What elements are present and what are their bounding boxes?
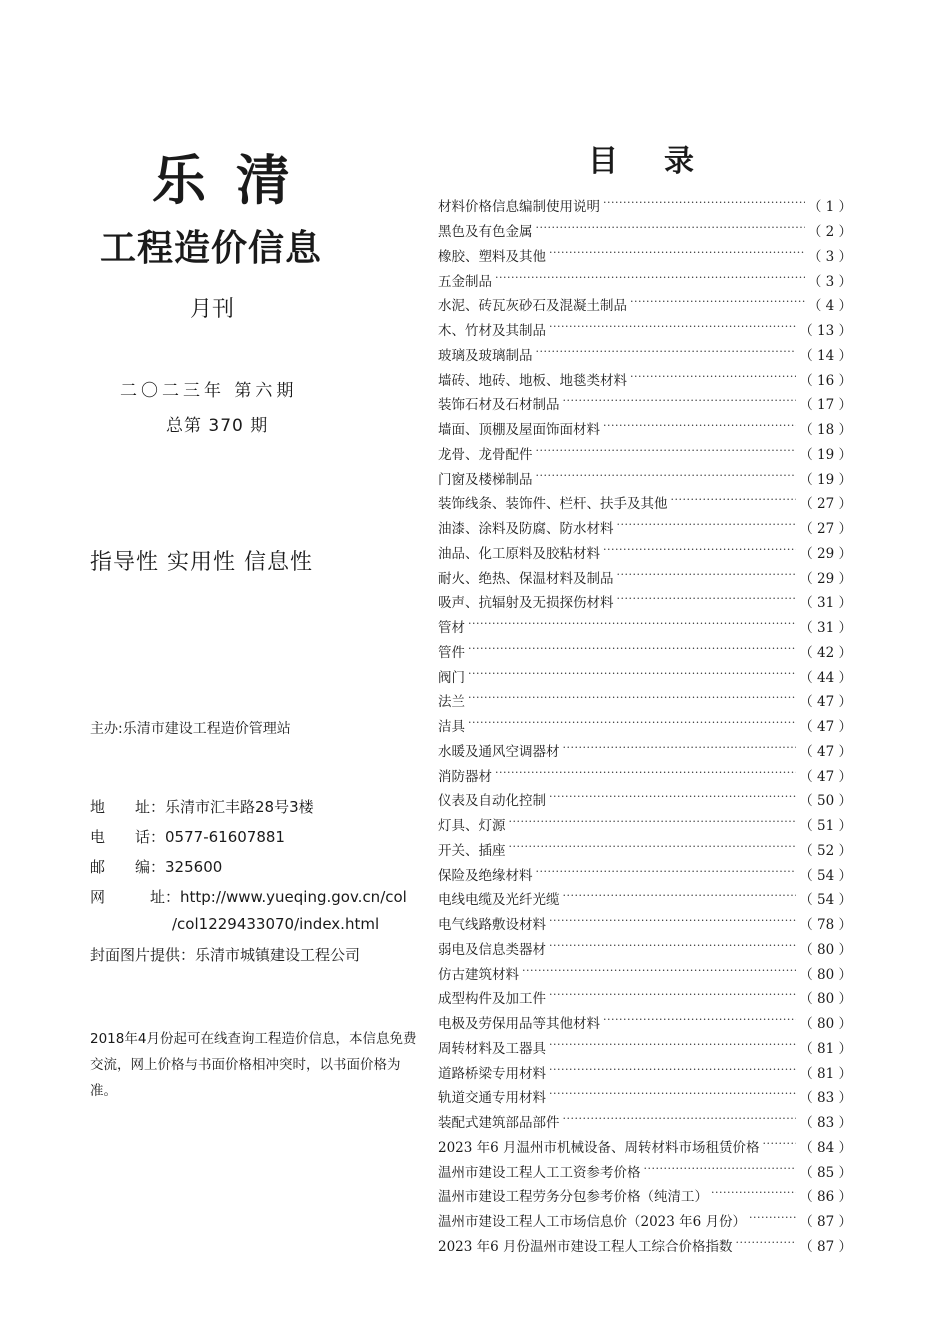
toc-entry[interactable] [438,1059,852,1084]
toc-entry[interactable] [438,886,852,911]
toc-entry[interactable] [438,391,852,416]
postcode-label: 邮 编： [90,858,166,876]
website-line [90,886,407,907]
toc-leader-dots [468,693,796,707]
toc-entry-page: （ 2 ） [807,224,852,241]
toc-entry-page: （ 18 ） [799,422,852,439]
toc-leader-dots [536,471,797,485]
toc-entry[interactable] [438,490,852,515]
toc-entry[interactable] [438,614,852,639]
toc-entry-page: （ 42 ） [799,644,852,661]
toc-entry-page: （ 83 ） [799,1115,852,1132]
toc-entry-page: （ 52 ） [799,842,852,859]
toc-leader-dots [549,941,796,955]
toc-entry[interactable] [438,663,852,688]
toc-entry-label: 管件 [438,644,465,661]
toc-entry[interactable] [438,193,852,218]
toc-entry[interactable] [438,936,852,961]
toc-entry-page: （ 31 ） [799,620,852,637]
phone-value: 0577-61607881 [165,828,285,846]
toc-entry-label: 油漆、涂料及防腐、防水材料 [438,521,614,538]
toc-leader-dots [617,570,797,584]
toc-entry-page: （ 29 ） [799,545,852,562]
postcode-line [90,856,222,877]
toc-leader-dots [549,1089,796,1103]
toc-leader-dots [536,867,797,881]
total-issue-number: 总第 370 期 [166,416,269,436]
toc-entry-page: （ 3 ） [807,248,852,265]
toc-entry-page: （ 27 ） [799,521,852,538]
toc-entry-label: 电线电缆及光纤光缆 [438,892,560,909]
toc-leader-dots [563,1114,797,1128]
toc-entry-label: 温州市建设工程人工工资参考价格 [438,1164,641,1181]
toc-entry[interactable] [438,465,852,490]
toc-entry[interactable] [438,960,852,985]
toc-leader-dots [563,891,797,905]
toc-entry-page: （ 80 ） [799,991,852,1008]
toc-entry[interactable] [438,762,852,787]
toc-entry-label: 玻璃及玻璃制品 [438,347,533,364]
address-value: 乐清市汇丰路28号3楼 [165,798,314,816]
toc-entry-label: 橡胶、塑料及其他 [438,248,546,265]
toc-entry[interactable] [438,564,852,589]
toc-entry-label: 墙面、顶棚及屋面饰面材料 [438,422,600,439]
magazine-subtitle: 工程造价信息 [100,228,323,269]
toc-entry[interactable] [438,1233,852,1258]
toc-entry-page: （ 80 ） [799,966,852,983]
toc-entry-page: （ 47 ） [799,719,852,736]
toc-leader-dots [549,1065,796,1079]
toc-entry[interactable] [438,1084,852,1109]
toc-entry[interactable] [438,713,852,738]
toc-leader-dots [617,520,797,534]
toc-entry[interactable] [438,267,852,292]
toc-entry-page: （ 31 ） [799,595,852,612]
toc-entry-label: 阀门 [438,669,465,686]
toc-leader-dots [536,446,797,460]
toc-entry-label: 油品、化工原料及胶粘材料 [438,545,600,562]
magazine-title: 乐清 [152,149,320,212]
phone-line [90,826,285,847]
toc-leader-dots [749,1213,796,1227]
toc-entry[interactable] [438,812,852,837]
toc-leader-dots [549,1040,796,1054]
toc-title: 目录 [588,144,740,179]
toc-entry-label: 墙砖、地砖、地板、地毯类材料 [438,372,627,389]
toc-entry-label: 温州市建设工程人工市场信息价（2023 年6 月份） [438,1214,747,1231]
toc-entry-label: 木、竹材及其制品 [438,323,546,340]
toc-leader-dots [630,372,796,386]
toc-leader-dots [536,347,797,361]
toc-entry-label: 黑色及有色金属 [438,224,533,241]
toc-leader-dots [603,198,805,212]
toc-entry[interactable] [438,1183,852,1208]
toc-entry-page: （ 85 ） [799,1164,852,1181]
toc-entry-page: （ 80 ） [799,941,852,958]
toc-entry-label: 轨道交通专用材料 [438,1090,546,1107]
toc-entry[interactable] [438,1158,852,1183]
toc-entry-label: 电气线路敷设材料 [438,917,546,934]
toc-entry-label: 2023 年6 月份温州市建设工程人工综合价格指数 [438,1238,733,1255]
toc-entry-page: （ 29 ） [799,570,852,587]
toc-entry-label: 龙骨、龙骨配件 [438,446,533,463]
toc-entry-page: （ 81 ） [799,1065,852,1082]
toc-leader-dots [468,718,796,732]
toc-entry-label: 吸声、抗辐射及无损探伤材料 [438,595,614,612]
toc-leader-dots [509,817,797,831]
toc-leader-dots [509,842,797,856]
toc-leader-dots [603,421,796,435]
toc-entry[interactable] [438,1035,852,1060]
toc-entry-page: （ 78 ） [799,917,852,934]
toc-leader-dots [495,768,796,782]
toc-leader-dots [563,743,797,757]
toc-entry-page: （ 4 ） [807,298,852,315]
toc-entry[interactable] [438,1010,852,1035]
toc-entry-page: （ 86 ） [799,1189,852,1206]
toc-entry[interactable] [438,243,852,268]
toc-entry-page: （ 83 ） [799,1090,852,1107]
toc-entry-label: 门窗及楼梯制品 [438,471,533,488]
toc-entry[interactable] [438,540,852,565]
toc-leader-dots [522,966,796,980]
toc-entry-page: （ 47 ） [799,694,852,711]
toc-leader-dots [536,223,805,237]
toc-entry-page: （ 81 ） [799,1040,852,1057]
toc-entry[interactable] [438,985,852,1010]
cover-image-credit: 封面图片提供：乐清市城镇建设工程公司 [90,946,361,964]
toc-entry-label: 耐火、绝热、保温材料及制品 [438,570,614,587]
toc-entry-page: （ 80 ） [799,1016,852,1033]
toc-entry-page: （ 54 ） [799,892,852,909]
toc-entry[interactable] [438,837,852,862]
toc-entry-page: （ 19 ） [799,446,852,463]
toc-entry-label: 法兰 [438,694,465,711]
toc-leader-dots [736,1238,797,1252]
slogan: 指导性 实用性 信息性 [90,550,313,575]
toc-entry[interactable] [438,317,852,342]
toc-list [438,193,852,1257]
toc-entry-page: （ 27 ） [799,496,852,513]
toc-entry-label: 五金制品 [438,273,492,290]
toc-leader-dots [468,669,796,683]
toc-entry-page: （ 54 ） [799,867,852,884]
toc-entry-page: （ 47 ） [799,743,852,760]
toc-entry[interactable] [438,639,852,664]
toc-entry-page: （ 1 ） [807,199,852,216]
toc-entry[interactable] [438,1208,852,1233]
toc-entry[interactable] [438,366,852,391]
toc-entry-page: （ 16 ） [799,372,852,389]
toc-entry-page: （ 14 ） [799,347,852,364]
toc-entry-label: 洁具 [438,719,465,736]
toc-entry[interactable] [438,441,852,466]
toc-entry[interactable] [438,688,852,713]
toc-entry-label: 消防器材 [438,768,492,785]
toc-entry-page: （ 47 ） [799,768,852,785]
toc-entry-page: （ 84 ） [799,1139,852,1156]
toc-entry-label: 水暖及通风空调器材 [438,743,560,760]
address-line [90,796,314,817]
toc-entry-label: 装饰线条、装饰件、栏杆、扶手及其他 [438,496,668,513]
toc-entry-page: （ 19 ） [799,471,852,488]
toc-leader-dots [468,644,796,658]
toc-entry-label: 成型构件及加工件 [438,991,546,1008]
toc-leader-dots [671,495,797,509]
toc-leader-dots [644,1164,797,1178]
toc-entry[interactable] [438,738,852,763]
toc-entry-label: 开关、插座 [438,842,506,859]
toc-entry-label: 道路桥梁专用材料 [438,1065,546,1082]
toc-entry-label: 温州市建设工程劳务分包参考价格（纯清工） [438,1189,708,1206]
issue-number: 二〇二三年 第六期 [120,381,298,401]
toc-leader-dots [603,1015,796,1029]
toc-entry-label: 材料价格信息编制使用说明 [438,199,600,216]
toc-entry-label: 仪表及自动化控制 [438,793,546,810]
toc-entry-page: （ 13 ） [799,323,852,340]
toc-entry[interactable] [438,292,852,317]
website-value-line1[interactable]: http://www.yueqing.gov.cn/col [180,888,407,906]
toc-entry-page: （ 17 ） [799,397,852,414]
publication-frequency: 月刊 [190,297,235,322]
toc-entry-label: 2023 年6 月温州市机械设备、周转材料市场租赁价格 [438,1139,760,1156]
toc-entry-label: 装饰石材及石材制品 [438,397,560,414]
phone-label: 电 话： [90,828,166,846]
toc-entry[interactable] [438,911,852,936]
toc-entry[interactable] [438,589,852,614]
toc-entry-label: 周转材料及工器具 [438,1040,546,1057]
address-label: 地 址： [90,798,166,816]
toc-entry-label: 弱电及信息类器材 [438,941,546,958]
toc-entry-page: （ 87 ） [799,1238,852,1255]
toc-entry-page: （ 3 ） [807,273,852,290]
toc-entry-label: 电极及劳保用品等其他材料 [438,1016,600,1033]
toc-leader-dots [468,619,796,633]
toc-entry[interactable] [438,861,852,886]
toc-leader-dots [711,1188,796,1202]
postcode-value: 325600 [165,858,223,876]
toc-entry-label: 装配式建筑部品部件 [438,1115,560,1132]
toc-leader-dots [617,594,797,608]
toc-entry[interactable] [438,787,852,812]
website-value-line2[interactable]: /col1229433070/index.html [172,915,380,933]
toc-entry[interactable] [438,1134,852,1159]
toc-leader-dots [549,322,796,336]
toc-entry-page: （ 87 ） [799,1214,852,1231]
toc-leader-dots [603,545,796,559]
sponsor: 主办:乐清市建设工程造价管理站 [90,721,291,737]
toc-leader-dots [495,273,805,287]
toc-entry[interactable] [438,218,852,243]
toc-entry[interactable] [438,342,852,367]
toc-entry-page: （ 50 ） [799,793,852,810]
toc-entry-label: 仿古建筑材料 [438,966,519,983]
toc-entry[interactable] [438,1109,852,1134]
toc-leader-dots [549,990,796,1004]
online-query-note: 2018年4月份起可在线查询工程造价信息，本信息免费交流，网上价格与书面价格相冲突时，以书面价格为准。 [90,1031,417,1099]
toc-entry-label: 灯具、灯源 [438,818,506,835]
toc-entry-label: 管材 [438,620,465,637]
toc-leader-dots [549,792,796,806]
toc-entry-page: （ 44 ） [799,669,852,686]
toc-entry-label: 水泥、砖瓦灰砂石及混凝土制品 [438,298,627,315]
toc-leader-dots [549,916,796,930]
toc-leader-dots [763,1139,797,1153]
toc-entry[interactable] [438,515,852,540]
toc-entry-label: 保险及绝缘材料 [438,867,533,884]
toc-leader-dots [549,248,805,262]
toc-leader-dots [563,396,797,410]
toc-leader-dots [630,297,805,311]
website-label: 网 址： [90,888,181,906]
toc-entry-page: （ 51 ） [799,818,852,835]
toc-entry[interactable] [438,416,852,441]
